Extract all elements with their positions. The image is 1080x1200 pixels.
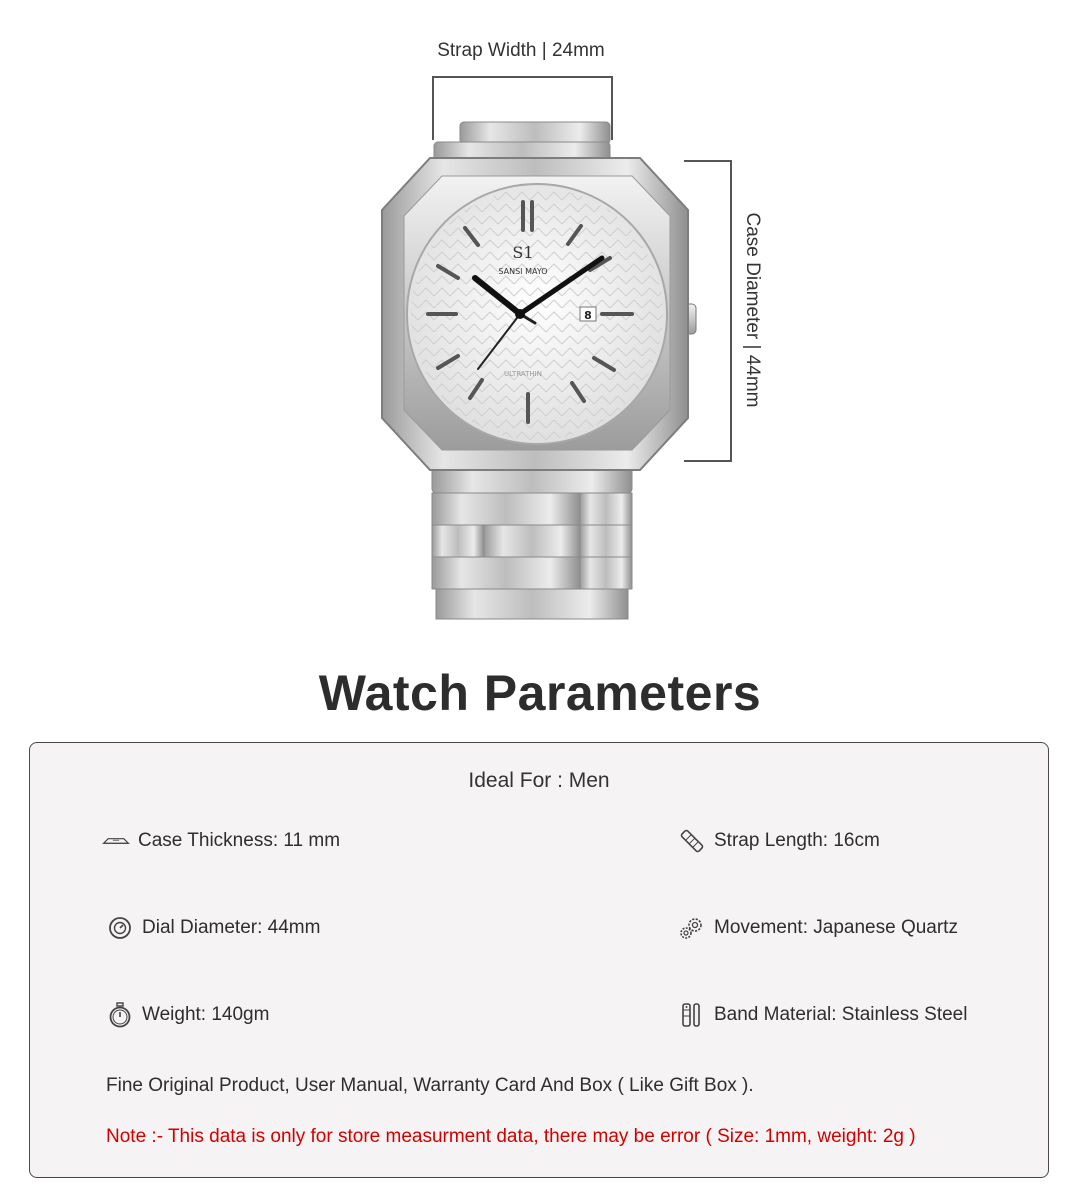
watch-dial-text: ULTRATHIN	[503, 370, 543, 378]
param-label: Movement: Japanese Quartz	[714, 917, 958, 938]
watch-logo-mark: S1	[512, 243, 534, 262]
param-label: Strap Length: 16cm	[714, 830, 880, 851]
parameters-panel	[29, 742, 1049, 1178]
package-contents-note: Fine Original Product, User Manual, Warranty Card And Box ( Like Gift Box ).	[106, 1075, 754, 1096]
case-diameter-label: Case Diameter | 44mm	[742, 212, 763, 408]
param-label: Case Thickness: 11 mm	[138, 830, 341, 851]
page-title: Watch Parameters	[318, 665, 762, 721]
param-strap-length	[678, 827, 880, 855]
gears-icon	[678, 914, 706, 942]
stopwatch-icon	[106, 1001, 134, 1029]
param-label: Weight: 140gm	[142, 1004, 270, 1025]
param-band-material	[678, 1001, 967, 1029]
param-weight	[106, 1001, 269, 1029]
param-label: Dial Diameter: 44mm	[142, 917, 321, 938]
watch-brand: SANSI MAYO	[498, 267, 548, 276]
case-thickness-icon	[102, 827, 130, 855]
strap-width-label: Strap Width | 24mm	[437, 40, 605, 61]
watch-date: 8	[584, 309, 592, 322]
dial-icon	[106, 914, 134, 942]
strap-length-icon	[678, 827, 706, 855]
param-dial-diameter	[106, 914, 320, 942]
measurement-disclaimer: Note :- This data is only for store measurment data, there may be error ( Size: 1mm, weight: 2g )	[106, 1126, 916, 1147]
param-movement	[678, 914, 958, 942]
watch-image	[370, 118, 710, 623]
param-label: Band Material: Stainless Steel	[714, 1004, 968, 1025]
band-material-icon	[678, 1001, 706, 1029]
param-case-thickness	[102, 827, 340, 855]
ideal-for: Ideal For : Men	[468, 769, 610, 792]
